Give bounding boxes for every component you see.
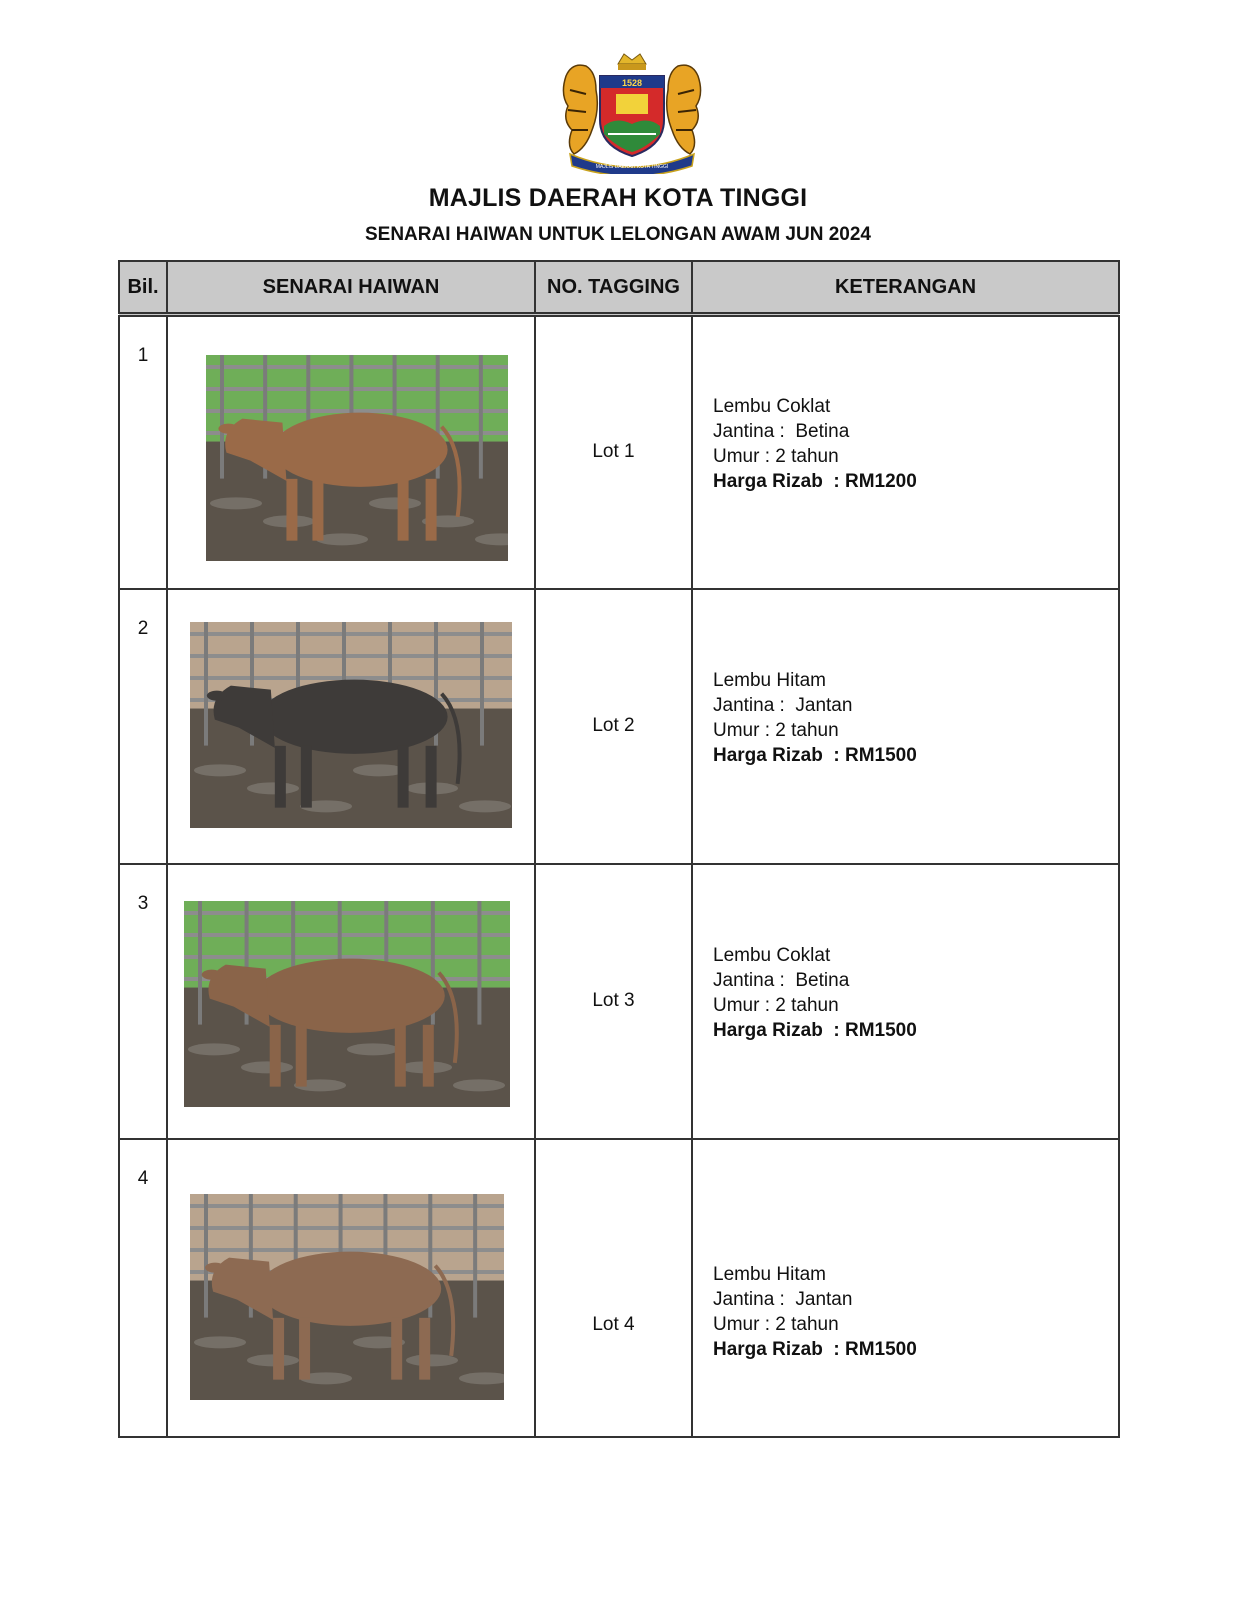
reserve-price: Harga Rizab : RM1200 [713,471,917,493]
header-senarai-haiwan: SENARAI HAIWAN [167,261,535,315]
table-row [119,1139,1119,1437]
animal-age: Umur : 2 tahun [713,720,839,741]
tag-number: Lot 4 [535,1139,692,1437]
table-row [119,315,1119,589]
tag-number: Lot 2 [535,589,692,864]
animal-type: Lembu Hitam [713,1264,826,1285]
page-title: MAJLIS DAERAH KOTA TINGGI [428,184,808,212]
table-header-row [119,261,1119,315]
header-keterangan: KETERANGAN [692,261,1119,315]
animal-type: Lembu Coklat [713,396,831,418]
logo-year: 1528 [621,78,643,88]
coat-of-arms-logo [556,50,708,174]
animal-gender: Jantina : Betina [713,970,850,991]
animal-gender: Jantina : Jantan [713,1289,853,1310]
animal-type: Lembu Coklat [713,945,831,966]
header-no-tagging: NO. TAGGING [535,261,692,315]
animal-photo-cell [167,315,535,589]
page-subtitle: SENARAI HAIWAN UNTUK LELONGAN AWAM JUN 2024 [364,224,871,245]
reserve-price: Harga Rizab : RM1500 [713,745,917,766]
header-bil: Bil. [119,261,167,315]
animal-type: Lembu Hitam [713,670,826,691]
row-number: 3 [119,864,167,1139]
row-number: 2 [119,589,167,864]
animal-gender: Jantina : Betina [713,421,850,443]
reserve-price: Harga Rizab : RM1500 [713,1020,917,1041]
description [692,864,1119,1139]
row-number: 4 [119,1139,167,1437]
description [692,589,1119,864]
logo-ribbon-text: MAJLIS DAERAH KOTA TINGGI [595,164,669,170]
cow-photo [184,901,510,1107]
animal-age: Umur : 2 tahun [713,446,839,468]
reserve-price: Harga Rizab : RM1500 [713,1339,917,1360]
tag-number: Lot 1 [535,315,692,589]
tag-number: Lot 3 [535,864,692,1139]
table-row [119,864,1119,1139]
animal-photo-cell [167,864,535,1139]
cow-photo [190,1194,504,1400]
cow-photo [190,622,512,828]
table-row [119,589,1119,864]
cow-photo [206,355,508,561]
animal-age: Umur : 2 tahun [713,1314,839,1335]
row-number: 1 [119,315,167,589]
animal-list-table [118,260,1120,1438]
description [692,1139,1119,1437]
description [692,315,1119,589]
animal-photo-cell [167,589,535,864]
animal-age: Umur : 2 tahun [713,995,839,1016]
animal-photo-cell [167,1139,535,1437]
animal-gender: Jantina : Jantan [713,695,853,716]
